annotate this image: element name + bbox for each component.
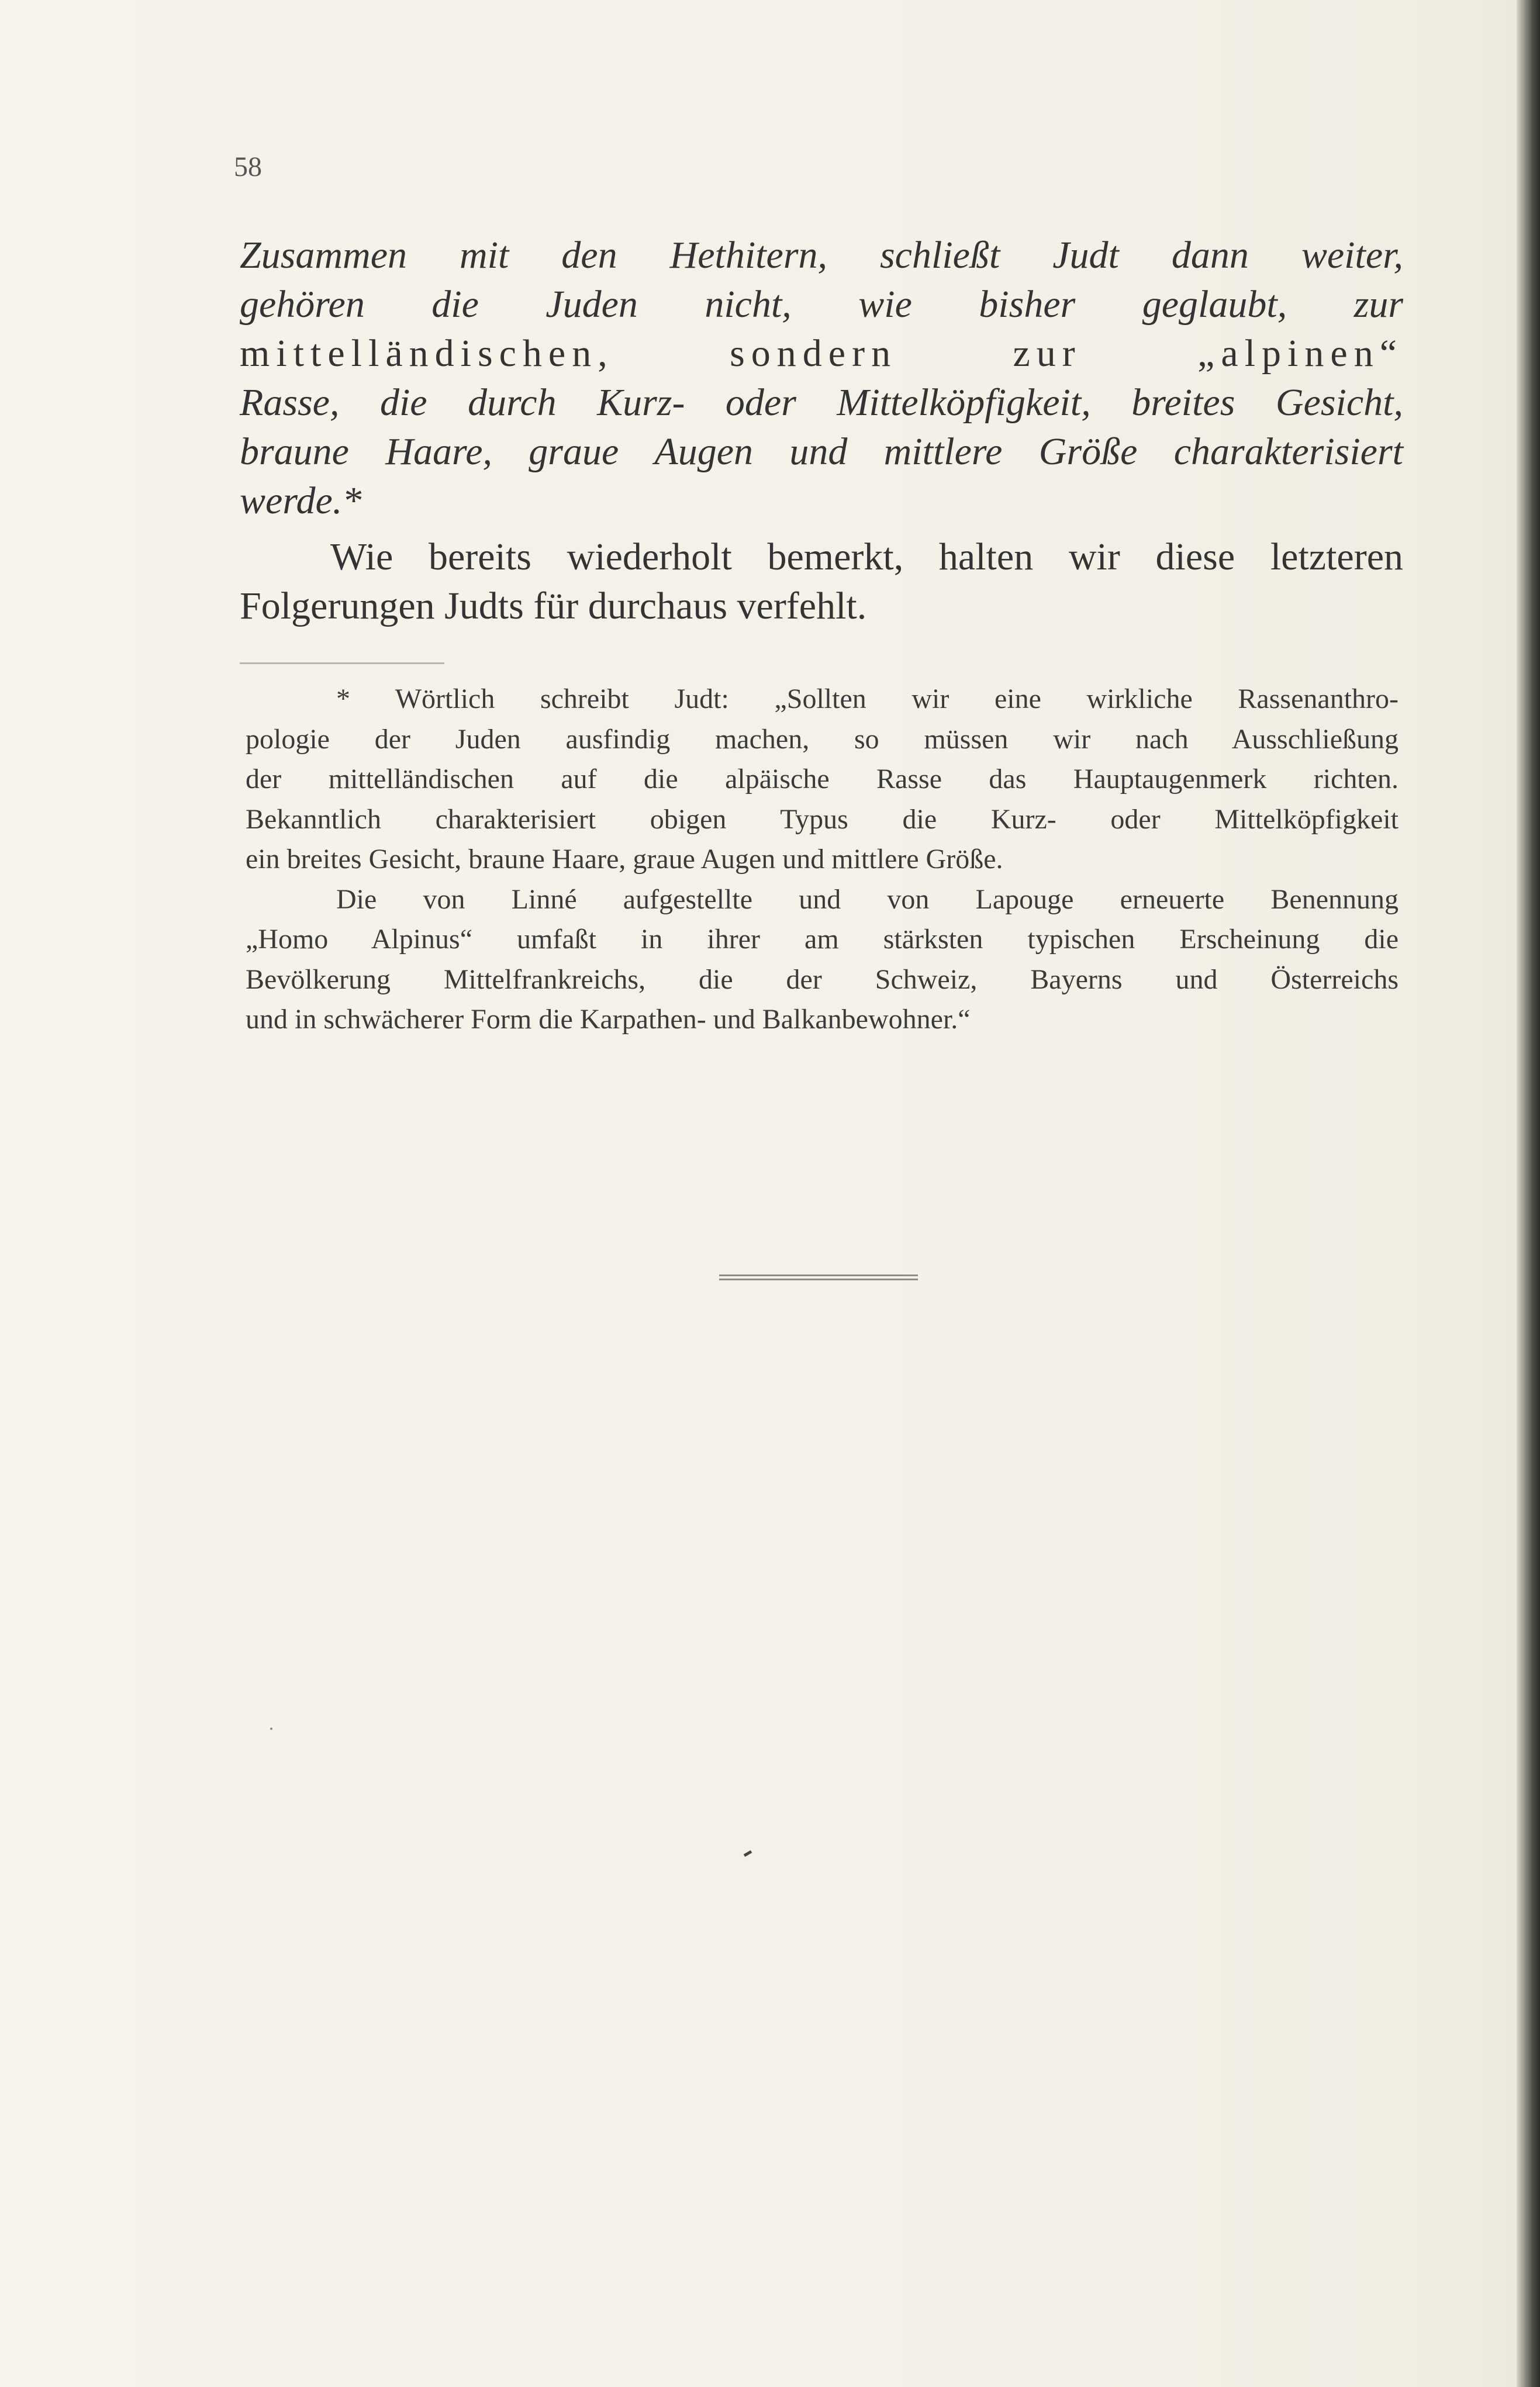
- footnote-line-1: * Wörtlich schreibt Judt: „Sollten wir eine wirkliche Rassenanthro-: [336, 683, 1399, 714]
- main-line-4: Rasse, die durch Kurz- oder Mittelköpfigkeit, breites Gesicht,: [240, 381, 1403, 424]
- main-line-8: Folgerungen Judts für durchaus verfehlt.: [240, 585, 867, 627]
- main-line-3: mittelländischen, sondern zur „alpinen“: [240, 332, 1403, 375]
- footnote-line-4: Bekanntlich charakterisiert obigen Typus die Kurz- oder Mittelköpfigkeit: [246, 803, 1399, 835]
- footnote-line-7: „Homo Alpinus“ umfaßt in ihrer am stärksten typischen Erscheinung die: [246, 924, 1399, 955]
- footnote-line-8: Bevölkerung Mittelfrankreichs, die der Schweiz, Bayerns und Österreichs: [246, 963, 1399, 995]
- page-binding-edge: [1517, 0, 1540, 2387]
- main-line-7: Wie bereits wiederholt bemerkt, halten wir diese letzteren: [330, 536, 1403, 578]
- footnote-line-6: Die von Linné aufgestellte und von Lapouge erneuerte Benennung: [336, 883, 1399, 915]
- footnote-line-2: pologie der Juden ausfindig machen, so müssen wir nach Ausschließung: [246, 723, 1399, 755]
- page-speck: [270, 1728, 272, 1730]
- main-text: [240, 231, 1403, 631]
- footnote-separator: [240, 662, 444, 664]
- footnote: [246, 679, 1399, 1040]
- end-ornament-rule: [719, 1274, 918, 1283]
- page-speck: [744, 1850, 752, 1857]
- page-number: 58: [234, 151, 262, 182]
- footnote-line-5: ein breites Gesicht, braune Haare, graue Augen und mittlere Größe.: [246, 844, 1003, 875]
- main-line-2: gehören die Juden nicht, wie bisher geglaubt, zur: [240, 283, 1403, 326]
- footnote-line-9: und in schwächerer Form die Karpathen- und Balkanbewohner.“: [246, 1004, 971, 1035]
- footnote-line-3: der mittelländischen auf die alpäische Rasse das Hauptaugenmerk richten.: [246, 764, 1399, 794]
- main-line-6: werde.*: [240, 479, 362, 522]
- main-line-1: Zusammen mit den Hethitern, schließt Judt dann weiter,: [240, 234, 1403, 277]
- main-line-5: braune Haare, graue Augen und mittlere Größe charakterisiert: [240, 430, 1403, 473]
